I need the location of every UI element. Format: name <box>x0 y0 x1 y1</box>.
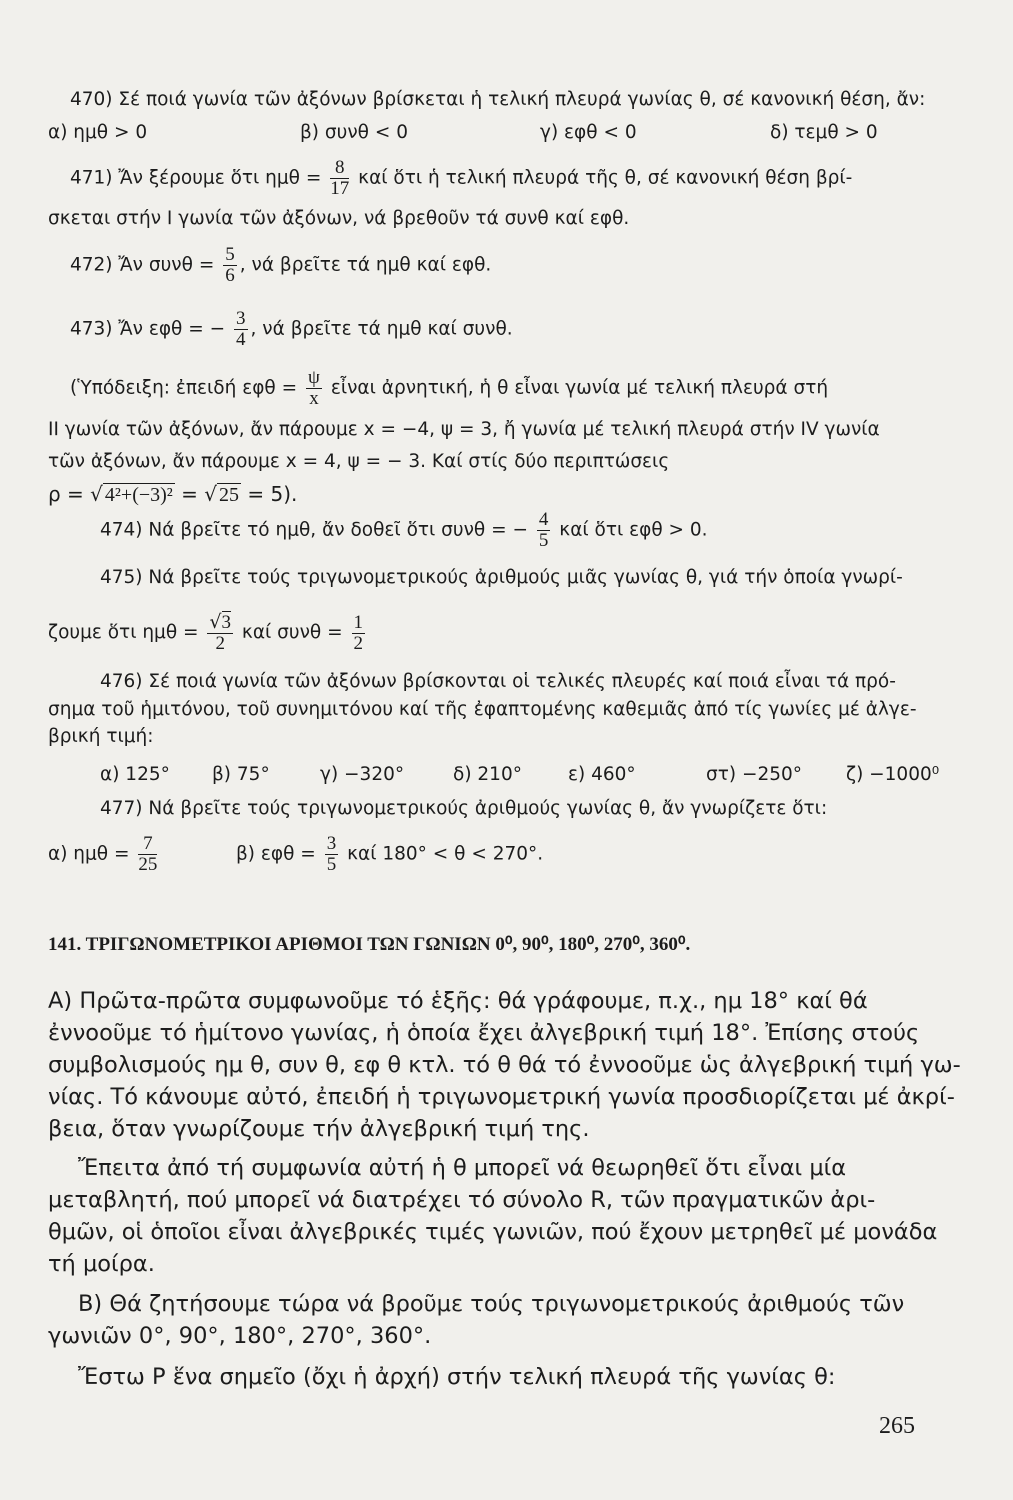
problem-470-option-d: δ) τεμθ > 0 <box>770 122 878 143</box>
fraction-5-6: $\frac{5}{6}$ <box>225 244 235 286</box>
page-number: 265 <box>879 1413 915 1439</box>
para-b-line2: γωνιῶν 0°, 90°, 180°, 270°, 360°. <box>48 1323 432 1349</box>
problem-476-opt-d: δ) 210° <box>453 764 522 785</box>
problem-476-opt-z: ζ) −1000⁰ <box>846 764 940 785</box>
problem-476-line3: βρική τιμή: <box>48 726 154 747</box>
problem-476-line2: σημα τοῦ ἡμιτόνου, τοῦ συνημιτόνου καί τῆς ἐφαπτομένης καθεμιᾶς ἀπό τίς γωνίες μέ ἀλγε- <box>48 699 917 720</box>
para-last-line: Ἔστω Ρ ἕνα σημεῖο (ὄχι ἡ ἀρχή) στήν τελική πλευρά τῆς γωνίας θ: <box>78 1364 836 1390</box>
para-a-line2: ἐννοοῦμε τό ἡμίτονο γωνίας, ἡ ὁποία ἔχει ἀλγεβρική τιμή 18°. Ἐπίσης στούς <box>48 1020 920 1046</box>
problem-476-opt-a: α) 125° <box>100 764 170 785</box>
fraction-3-5: $\frac{3}{5}$ <box>326 833 337 875</box>
hint-rho-formula: ρ = √ 4²+(−3)² = √ 25 = 5). <box>48 482 298 506</box>
problem-471-line1 <box>70 158 852 199</box>
problem-473: 473) Ἄν εφθ = − $\frac{3}{4}$ , νά βρεῖτε τά ημθ καί συνθ. <box>70 308 513 350</box>
para-epeita-line1: Ἔπειτα ἀπό τή συμφωνία αὐτή ἡ θ μπορεῖ νά θεωρηθεῖ ὅτι εἶναι μία <box>78 1155 847 1181</box>
hint-line3: τῶν ἀξόνων, ἄν πάρουμε x = 4, ψ = − 3. Καί στίς δύο περιπτώσεις <box>48 451 670 472</box>
fraction-4-5: $\frac{4}{5}$ <box>538 509 549 551</box>
para-epeita-line3: θμῶν, οἱ ὁποῖοι εἶναι ἀλγεβρικές τιμές γωνιῶν, πού ἔχουν μετρηθεῖ μέ μονάδα <box>48 1219 938 1245</box>
problem-471-post: καί ὅτι ἡ τελική πλευρά τῆς θ, σέ κανονική θέση βρί- <box>358 167 853 189</box>
problem-476-line1: 476) Σέ ποιά γωνία τῶν ἀξόνων βρίσκονται οἱ τελικές πλευρές καί ποιά εἶναι τά πρό- <box>100 671 896 692</box>
problem-470-text: 470) Σέ ποιά γωνία τῶν ἀξόνων βρίσκεται ἡ τελική πλευρά γωνίας θ, σέ κανονική θέση, ἄν: <box>70 89 926 110</box>
fraction-sqrt3-2: $\frac{√3}{2}$ <box>209 611 232 654</box>
para-epeita-line2: μεταβλητή, πού μπορεῖ νά διατρέχει τό σύνολο R, τῶν πραγματικῶν ἀρι- <box>48 1187 876 1213</box>
hint-line1: (Ὑπόδειξη: ἐπειδή εφθ = $\frac{\psi}{x}$ εἶναι ἀρνητική, ἡ θ εἶναι γωνία μέ τελική πλευρά στή <box>70 367 829 409</box>
problem-470-option-a: α) ημθ > 0 <box>48 122 148 143</box>
sqrt-expression-1: √ 4²+(−3)² <box>90 482 173 506</box>
para-a-line4: νίας. Τό κάνουμε αὐτό, ἐπειδή ἡ τριγωνομετρική γωνία προσδιορίζεται μέ ἀκρί- <box>48 1084 955 1110</box>
problem-475-line2: ζουμε ὅτι ημθ = $\frac{√3}{2}$ καί συνθ = $\frac{1}{2}$ <box>48 611 364 654</box>
fraction-3-4: $\frac{3}{4}$ <box>236 308 246 350</box>
problem-470-option-c: γ) εφθ < 0 <box>540 122 637 143</box>
fraction-1-2: $\frac{1}{2}$ <box>353 611 364 654</box>
problem-475-text: 475) Νά βρεῖτε τούς τριγωνομετρικούς ἀριθμούς μιᾶς γωνίας θ, γιά τήν ὁποία γνωρί- <box>100 567 903 588</box>
problem-470-option-b: β) συνθ < 0 <box>300 122 409 143</box>
problem-471-line2: σκεται στήν Ι γωνία τῶν ἀξόνων, νά βρεθοῦν τά συνθ καί εφθ. <box>48 208 630 229</box>
problem-472: 472) Ἄν συνθ = $\frac{5}{6}$ , νά βρεῖτε τά ημθ καί εφθ. <box>70 244 492 286</box>
fraction-7-25: $\frac{7}{25}$ <box>138 833 158 875</box>
sqrt-expression-2: √ 25 <box>204 482 240 506</box>
hint-line2: ΙΙ γωνία τῶν ἀξόνων, ἄν πάρουμε x = −4, ψ = 3, ἤ γωνία μέ τελική πλευρά στήν IV γωνία <box>48 419 880 440</box>
para-a-line5: βεια, ὅταν γνωρίζουμε τήν ἀλγεβρική τιμή της. <box>48 1116 590 1142</box>
fraction-psi-x: $\frac{\psi}{x}$ <box>308 367 320 409</box>
problem-477-a: α) ημθ = $\frac{7}{25}$ <box>48 833 158 875</box>
section-heading: 141. ΤΡΙΓΩΝΟΜΕΤΡΙΚΟΙ ΑΡΙΘΜΟΙ ΤΩΝ ΓΩΝΙΩΝ 0⁰, 90⁰, 180⁰, 270⁰, 360⁰. <box>48 934 691 955</box>
problem-477-text: 477) Νά βρεῖτε τούς τριγωνομετρικούς ἀριθμούς γωνίας θ, ἄν γνωρίζετε ὅτι: <box>100 798 828 819</box>
problem-476-opt-b: β) 75° <box>212 764 270 785</box>
problem-477-b: β) εφθ = $\frac{3}{5}$ καί 180° < θ < 270°. <box>236 833 544 875</box>
para-b-line1: Β) Θά ζητήσουμε τώρα νά βροῦμε τούς τριγωνομετρικούς ἀριθμούς τῶν <box>78 1291 905 1317</box>
problem-474: 474) Νά βρεῖτε τό ημθ, ἄν δοθεῖ ὅτι συνθ = − $\frac{4}{5}$ καί ὅτι εφθ > 0. <box>100 509 708 551</box>
para-epeita-line4: τή μοίρα. <box>48 1251 155 1277</box>
problem-471-pre: 471) Ἄν ξέρουμε ὅτι ημθ = <box>70 167 322 189</box>
problem-476-opt-st: στ) −250° <box>706 764 803 785</box>
para-a-line1: Α) Πρῶτα-πρῶτα συμφωνοῦμε τό ἑξῆς: θά γράφουμε, π.χ., ημ 18° καί θά <box>48 988 868 1014</box>
fraction-8-17: $\frac{8}{17}$ <box>330 157 350 199</box>
para-a-line3: συμβολισμούς ημ θ, συν θ, εφ θ κτλ. τό θ θά τό ἐννοοῦμε ὡς ἀλγεβρική τιμή γω- <box>48 1052 961 1078</box>
problem-476-opt-e: ε) 460° <box>568 764 636 785</box>
problem-476-opt-c: γ) −320° <box>320 764 405 785</box>
